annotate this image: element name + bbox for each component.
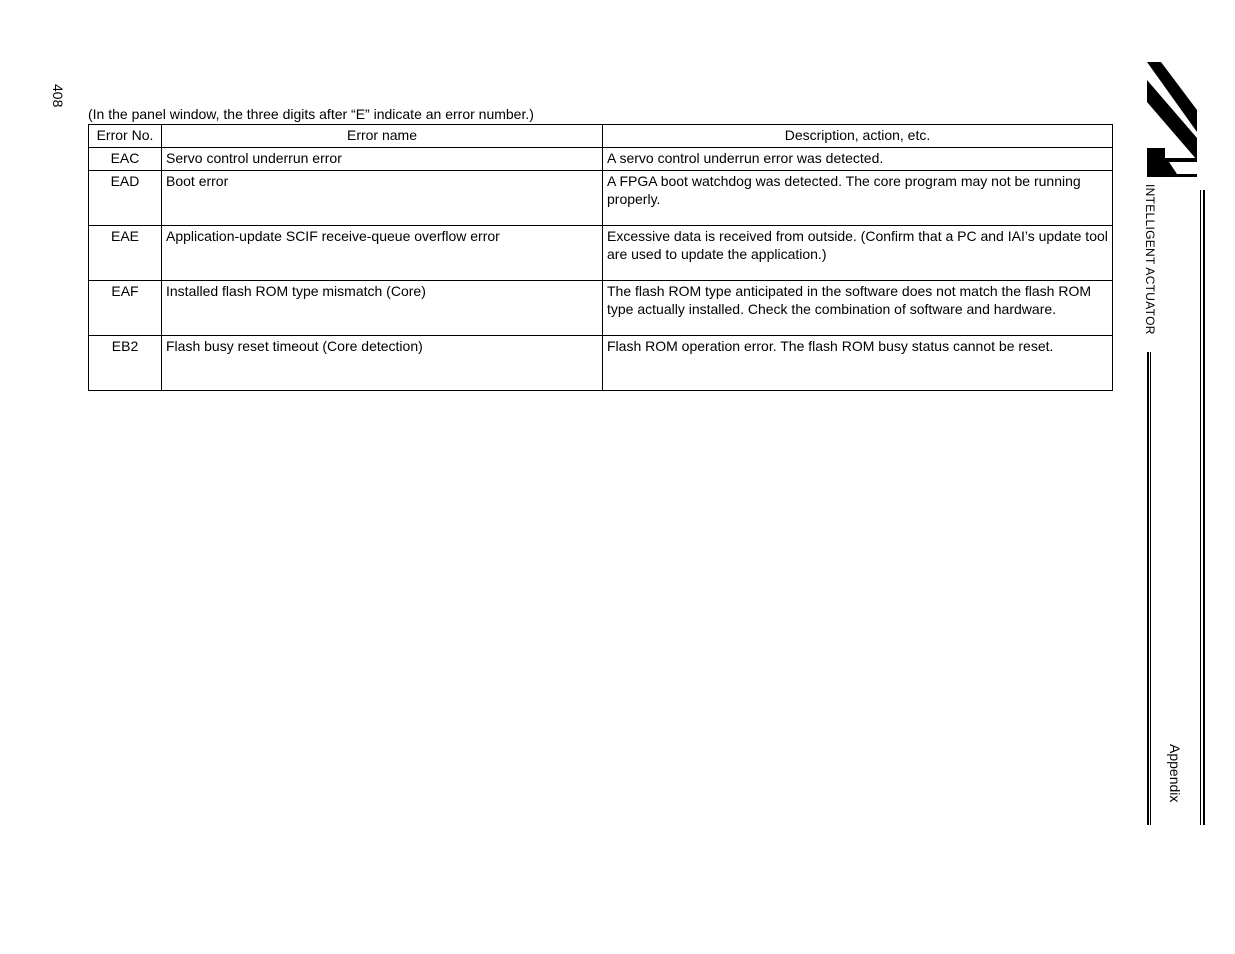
error-name: Boot error [162,171,603,226]
error-code: EAE [89,226,162,281]
sidebar-rule-top [1200,190,1201,825]
error-name: Servo control underrun error [162,148,603,171]
sidebar-rule-bottom [1147,352,1149,825]
table-row [89,281,1113,336]
error-code: EAF [89,281,162,336]
error-description: The flash ROM type anticipated in the software does not match the flash ROM type actually installed. Check the combination of software and hardware. [603,281,1113,336]
sidebar-rule-outer [1203,190,1205,825]
sidebar-rule-bottom-inner [1150,352,1151,825]
table-row [89,148,1113,171]
error-code: EB2 [89,336,162,391]
error-description: Excessive data is received from outside. (Confirm that a PC and IAI’s update tool are used to update the application.) [603,226,1113,281]
brand-label: INTELLIGENT ACTUATOR [1143,184,1157,335]
error-description: A servo control underrun error was detected. [603,148,1113,171]
error-code: EAD [89,171,162,226]
error-description: A FPGA boot watchdog was detected. The core program may not be running properly. [603,171,1113,226]
table-row [89,226,1113,281]
table-row [89,171,1113,226]
header-error-name: Error name [162,125,603,148]
header-error-no: Error No. [89,125,162,148]
error-name: Installed flash ROM type mismatch (Core) [162,281,603,336]
error-name: Flash busy reset timeout (Core detection) [162,336,603,391]
section-label: Appendix [1167,744,1183,803]
table-row [89,336,1113,391]
error-table [88,124,1113,391]
iai-logo-icon [1147,62,1197,177]
table-note: (In the panel window, the three digits after “E” indicate an error number.) [88,106,534,122]
error-code: EAC [89,148,162,171]
error-name: Application-update SCIF receive-queue overflow error [162,226,603,281]
header-description: Description, action, etc. [603,125,1113,148]
table-header-row [89,125,1113,148]
error-description: Flash ROM operation error. The flash ROM busy status cannot be reset. [603,336,1113,391]
page-number: 408 [50,84,66,108]
